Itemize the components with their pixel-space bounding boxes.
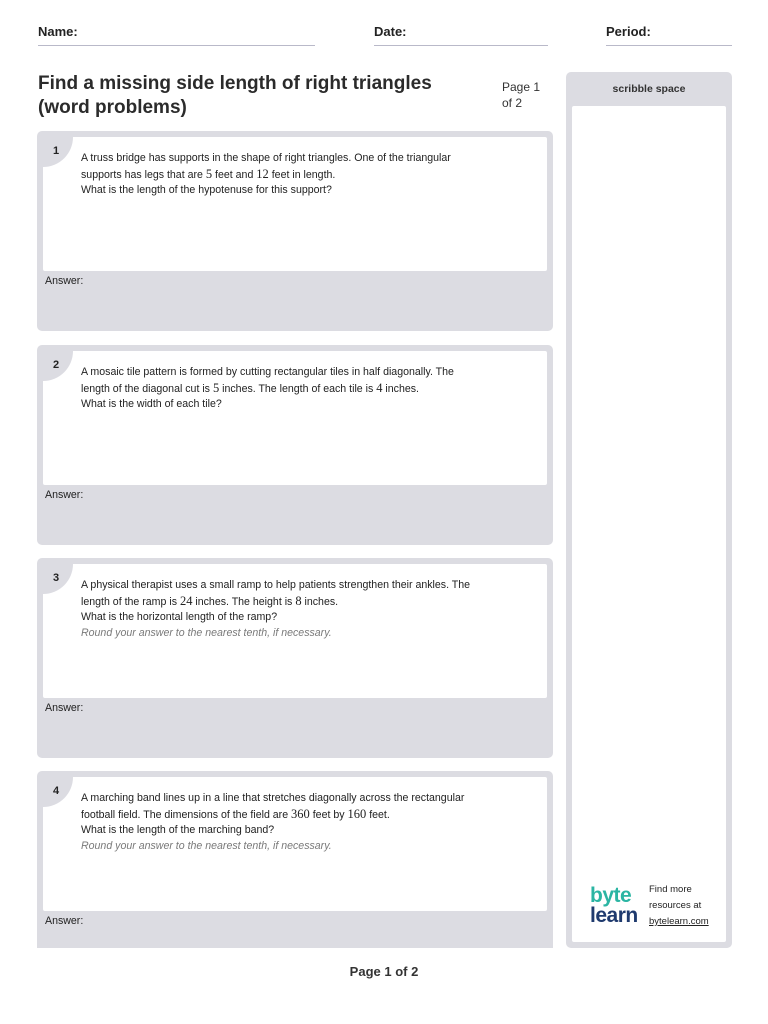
text-segment: A marching band lines up in a line that stretches diagonally across the rectangular [81,792,465,804]
scribble-panel [566,72,732,948]
text-segment: feet. [366,808,390,821]
date-label: Date: [374,24,407,39]
question-text [81,365,521,413]
answer-label: Answer: [45,489,84,501]
page-indicator: Page 1 of 2 [502,80,541,110]
question-line [81,610,521,626]
text-segment: What is the length of the marching band? [81,824,275,836]
question-text [81,578,521,641]
problem-number: 3 [53,572,60,584]
promo-text [649,882,724,930]
question-line [81,578,521,594]
question-box [43,564,547,698]
question-line [81,167,521,184]
text-segment: inches. The height is [192,595,296,608]
text-segment: What is the horizontal length of the ramp? [81,611,278,623]
question-line [81,183,521,199]
question-line [81,151,521,167]
question-box [43,777,547,911]
bytelearn-logo-bottom: learn [590,904,638,927]
text-segment: inches. [301,595,339,608]
math-number: 360 [291,806,310,821]
name-field-line[interactable] [38,45,315,46]
math-number: 24 [179,593,193,608]
name-label: Name: [38,24,78,39]
number-tab [43,137,73,167]
question-line [81,365,521,381]
number-tab [43,564,73,594]
question-line [81,594,521,611]
promo-line-1: Find more [649,884,692,895]
text-segment: A physical therapist uses a small ramp to help patients strengthen their ankles. The [81,579,471,591]
text-segment: inches. [382,382,419,395]
scribble-area[interactable] [572,106,726,942]
text-segment: inches. The length of each tile is [219,382,377,395]
text-segment: supports has legs that are [81,168,206,181]
question-line [81,807,521,824]
answer-label: Answer: [45,915,84,927]
scribble-title: scribble space [612,83,686,95]
math-number: 12 [256,166,269,181]
date-field-line[interactable] [374,45,548,46]
bytelearn-link[interactable]: bytelearn.com [649,916,709,927]
text-segment: feet in length. [268,168,336,181]
math-number: 4 [376,380,383,395]
period-label: Period: [606,24,651,39]
question-text [81,791,521,854]
problem-number: 4 [53,785,60,797]
problem-number: 1 [53,145,60,157]
problem-card-4 [37,771,553,948]
rounding-hint: Round your answer to the nearest tenth, if necessary. [81,626,332,639]
page-footer: Page 1 of 2 [349,964,419,979]
promo-line-2: resources at [649,900,702,911]
rounding-hint: Round your answer to the nearest tenth, if necessary. [81,839,332,852]
math-number: 8 [295,593,302,608]
text-segment: length of the diagonal cut is [81,382,213,395]
problem-card-2 [37,345,553,545]
worksheet-title: Find a missing side length of right triangles (word problems) [38,73,432,118]
text-segment: football field. The dimensions of the field are [81,808,292,821]
text-segment: feet by [309,808,348,821]
question-text [81,151,521,199]
question-line [81,823,521,839]
question-line [81,397,521,413]
math-number: 5 [205,166,213,181]
problem-card-3 [37,558,553,758]
problem-number: 2 [53,359,60,371]
question-line [81,381,521,398]
math-number: 160 [347,806,367,821]
period-field-line[interactable] [606,45,732,46]
answer-label: Answer: [45,702,84,714]
answer-label: Answer: [45,275,84,287]
text-segment: feet and [212,168,257,181]
text-segment: A mosaic tile pattern is formed by cutting rectangular tiles in half diagonally. The [81,366,454,378]
problem-card-1 [37,131,553,331]
text-segment: length of the ramp is [81,595,180,608]
text-segment: A truss bridge has supports in the shape of right triangles. One of the triangular [81,152,451,164]
question-box [43,137,547,271]
number-tab [43,351,73,381]
math-number: 5 [212,380,220,395]
question-line [81,791,521,807]
bytelearn-logo-top: byte [590,884,632,907]
question-box [43,351,547,485]
text-segment: What is the length of the hypotenuse for this support? [81,184,332,196]
text-segment: What is the width of each tile? [81,398,222,410]
number-tab [43,777,73,807]
